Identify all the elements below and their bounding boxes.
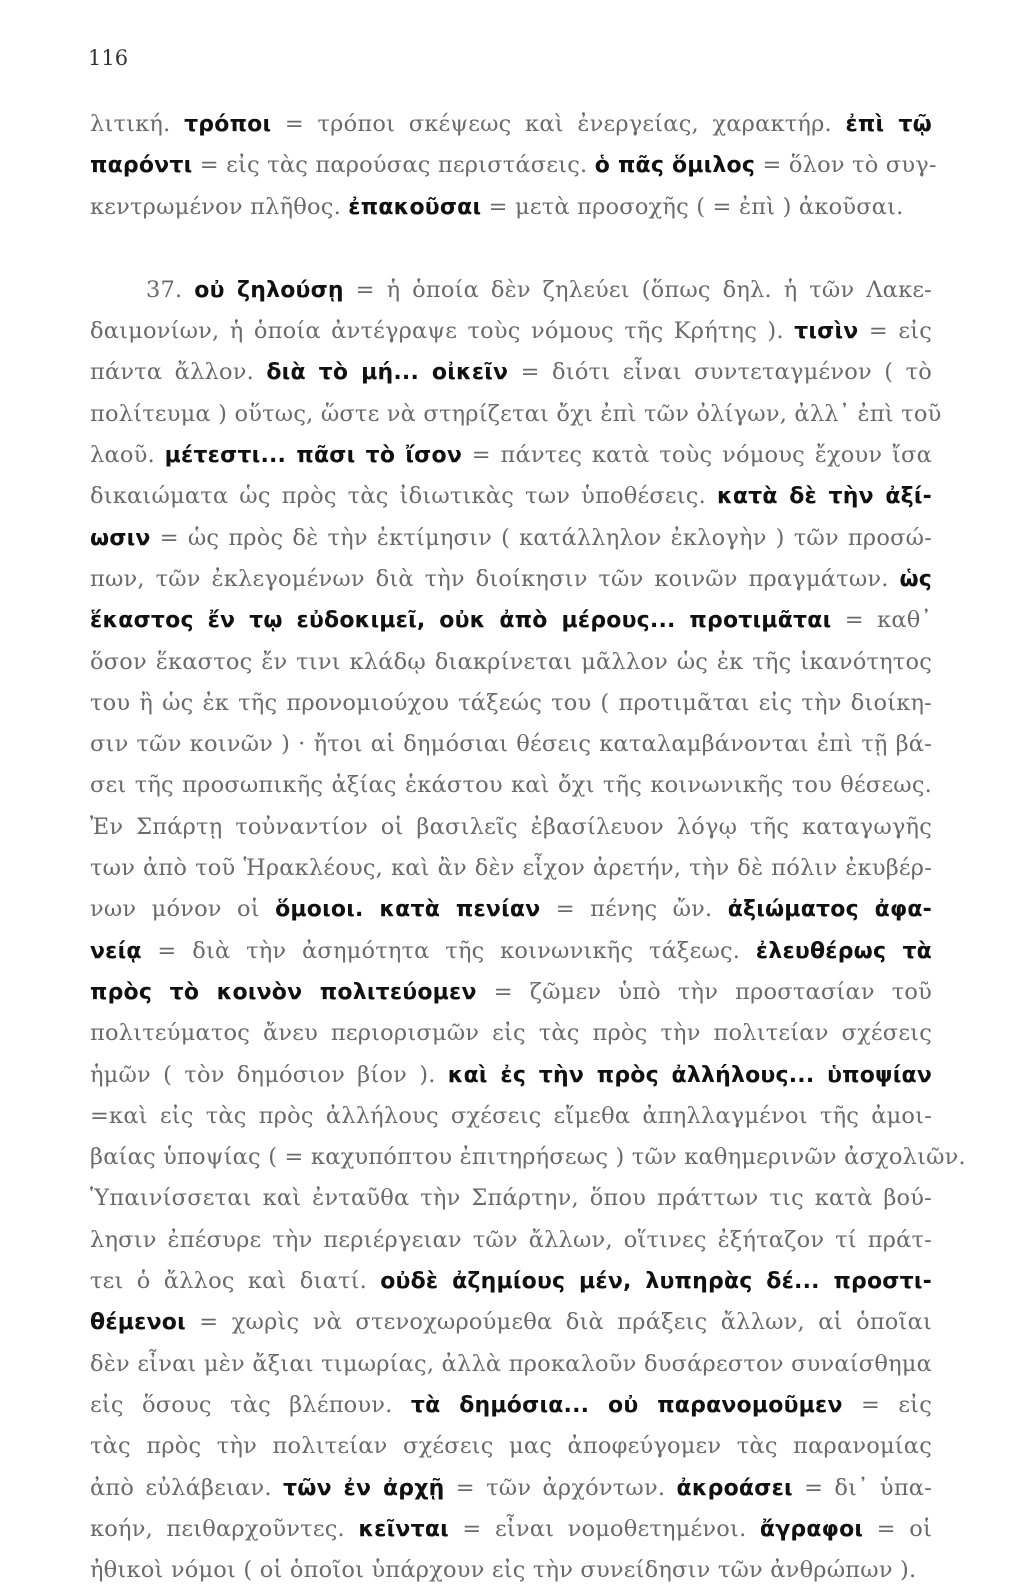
text-line	[90, 145, 937, 186]
text-line	[90, 1096, 932, 1137]
text-line	[90, 1178, 932, 1219]
text-line	[90, 642, 932, 683]
lemma-term: νείᾳ	[90, 938, 142, 964]
text-line	[90, 1055, 932, 1096]
lemma-term: ὅμοιοι. κατὰ πενίαν	[275, 897, 541, 923]
text-line	[90, 311, 932, 352]
lemma-term: ωσιν	[90, 525, 151, 551]
gloss-text: = καθ᾽	[831, 607, 932, 634]
text-line	[90, 1302, 932, 1343]
gloss-text: ἡμῶν ( τὸν δημόσιον βίον ).	[90, 1061, 448, 1088]
gloss-text: 37.	[146, 276, 195, 303]
gloss-text: τει ὁ ἄλλος καὶ διατί.	[90, 1268, 381, 1295]
text-line	[90, 1468, 932, 1509]
text-line	[90, 1426, 932, 1467]
lemma-term: κατὰ δὲ τὴν ἀξί-	[717, 484, 932, 510]
text-line	[90, 1261, 932, 1302]
gloss-text: δαιμονίων, ἡ ὁποία ἀντέγραψε τοὺς νόμους τῆς Κρήτης ).	[90, 318, 795, 345]
text-line	[90, 352, 932, 393]
gloss-text: = πάντες κατὰ τοὺς νόμους ἔχουν ἴσα	[462, 442, 933, 469]
text-line	[90, 1220, 932, 1261]
gloss-text: πάντα ἄλλον.	[90, 359, 267, 386]
gloss-text: δὲν εἶναι μὲν ἄξιαι τιμωρίας, ἀλλὰ προκαλοῦν δυσάρεστον συναίσθημα	[90, 1350, 932, 1377]
gloss-text: πολιτεύματος ἄνευ περιορισμῶν εἰς τὰς πρὸς τὴν πολιτείαν σχέσεις	[90, 1020, 932, 1047]
text-line	[90, 270, 932, 311]
lemma-term: ἐλευθέρως τὰ	[755, 938, 932, 964]
gloss-text: ἠθικοὶ νόμοι ( οἱ ὁποῖοι ὑπάρχουν εἰς τὴν συνείδησιν τῶν ἀνθρώπων ).	[90, 1557, 917, 1584]
lemma-term: μέτεστι... πᾶσι τὸ ἴσον	[164, 443, 463, 469]
gloss-text: = χωρὶς νὰ στενοχωρούμεθα διὰ πράξεις ἄλλων, αἱ ὁποῖαι	[185, 1309, 932, 1336]
gloss-text: κοήν, πειθαρχοῦντες.	[90, 1515, 359, 1542]
lemma-term: πρὸς τὸ κοινὸν πολιτεύομεν	[90, 979, 477, 1005]
lemma-term: ἐπὶ τῷ	[845, 112, 932, 137]
gloss-text: ἀπὸ εὐλάβειαν.	[90, 1474, 284, 1501]
gloss-text: σει τῆς προσωπικῆς ἀξίας ἑκάστου καὶ ὄχι τῆς κοινωνικῆς του θέσεως.	[90, 772, 932, 799]
gloss-text: = δι᾽ ὑπα-	[792, 1474, 932, 1501]
gloss-text: Ἐν Σπάρτῃ τοὐναντίον οἱ βασιλεῖς ἐβασίλευον λόγῳ τῆς καταγωγῆς	[90, 813, 932, 840]
lemma-term: τῶν ἐν ἀρχῇ	[283, 1475, 445, 1501]
gloss-text: των ἀπὸ τοῦ Ἡρακλέους, καὶ ἂν δὲν εἶχον ἀρετήν, τὴν δὲ πόλιν ἐκυβέρ-	[90, 855, 932, 882]
lemma-term: ὡς	[899, 566, 932, 592]
gloss-text: δικαιώματα ὡς πρὸς τὰς ἰδιωτικὰς των ὑποθέσεις.	[90, 483, 717, 510]
text-line	[90, 1137, 966, 1178]
lemma-term: θέμενοι	[90, 1310, 186, 1336]
gloss-text: λησιν ἐπέσυρε τὴν περιέργειαν τῶν ἄλλων, οἵτινες ἐξήταζον τί πράτ-	[90, 1226, 932, 1253]
text-line	[90, 1385, 932, 1426]
gloss-text: = διότι εἶναι συντεταγμένον ( τὸ	[508, 359, 932, 386]
gloss-text: =καὶ εἰς τὰς πρὸς ἀλλήλους σχέσεις εἴμεθα ἀπηλλαγμένοι τῆς ἀμοι-	[90, 1102, 932, 1129]
lemma-term: τρόποι	[184, 112, 272, 137]
text-line	[90, 765, 932, 806]
gloss-text: = εἰς τὰς παρούσας περιστάσεις.	[192, 152, 595, 179]
lemma-term: ἕκαστος ἔν τῳ εὐδοκιμεῖ, οὐκ ἀπὸ μέρους... προτιμᾶται	[90, 608, 832, 634]
gloss-text: = ὡς πρὸς δὲ τὴν ἐκτίμησιν ( κατάλληλον ἐκλογὴν ) τῶν προσώ-	[150, 524, 932, 551]
text-line	[90, 1550, 932, 1591]
lemma-term: ἐπακοῦσαι	[348, 194, 482, 220]
text-line	[90, 187, 932, 228]
lemma-term: οὐδὲ ἀζημίους μέν, λυπηρὰς δέ... προστι-	[380, 1269, 932, 1295]
gloss-text: = πένης ὤν.	[540, 896, 728, 923]
lemma-term: διὰ τὸ μή... οἰκεῖν	[266, 360, 509, 386]
text-line	[90, 394, 942, 435]
lemma-term: κεῖνται	[358, 1516, 449, 1542]
text-line	[90, 1344, 932, 1385]
gloss-text: = εἰς	[842, 1391, 933, 1418]
lemma-term: ἀξιώματος ἀφα-	[727, 897, 932, 923]
text-line	[90, 848, 932, 889]
gloss-text: πων, τῶν ἐκλεγομένων διὰ τὴν διοίκησιν τῶν κοινῶν πραγμάτων.	[90, 565, 900, 592]
text-line	[90, 435, 932, 476]
text-line	[90, 559, 932, 600]
text-line	[90, 724, 932, 765]
text-line	[90, 1013, 932, 1054]
gloss-text: εἰς ὅσους τὰς βλέπουν.	[90, 1391, 411, 1418]
text-line	[90, 600, 932, 641]
gloss-text: του ἢ ὡς ἐκ τῆς προνομιούχου τάξεώς του ( προτιμᾶται εἰς τὴν διοίκη-	[90, 689, 932, 716]
lemma-term: τισὶν	[794, 319, 859, 345]
lemma-term: παρόντι	[90, 153, 193, 179]
gloss-text: = τρόποι σκέψεως καὶ ἐνεργείας, χαρακτήρ.	[271, 111, 846, 137]
text-line	[90, 889, 932, 930]
lemma-term: ὁ πᾶς ὅμιλος	[594, 153, 756, 179]
text-line	[90, 518, 932, 559]
gloss-text: τὰς πρὸς τὴν πολιτείαν σχέσεις μας ἀποφεύγομεν τὰς παρανομίας	[90, 1433, 932, 1460]
lemma-term: ἄγραφοι	[759, 1516, 864, 1542]
lemma-term: ἀκροάσει	[676, 1475, 793, 1501]
paragraph-gap	[90, 228, 932, 270]
gloss-text: = ἡ ὁποία δὲν ζηλεύει (ὅπως δηλ. ἡ τῶν Λακε-	[343, 276, 932, 303]
gloss-text: νων μόνον οἱ	[90, 896, 276, 923]
text-line	[90, 476, 932, 517]
gloss-text: ὅσον ἕκαστος ἔν τινι κλάδῳ διακρίνεται μᾶλλον ὡς ἐκ τῆς ἱκανότητος	[90, 648, 932, 675]
page-number: 116	[88, 46, 129, 70]
gloss-text: = εἰς	[858, 318, 933, 345]
lemma-term: καὶ ἐς τὴν πρὸς ἀλλήλους... ὑποψίαν	[447, 1062, 932, 1088]
gloss-text: σιν τῶν κοινῶν ) · ἤτοι αἱ δημόσιαι θέσεις καταλαμβάνονται ἐπὶ τῇ βά-	[90, 731, 932, 758]
commentary-text	[90, 104, 966, 1591]
gloss-text: λαοῦ.	[90, 442, 165, 469]
text-line	[90, 1509, 932, 1550]
text-line	[90, 807, 932, 848]
gloss-text: = τῶν ἀρχόντων.	[444, 1474, 677, 1501]
gloss-text: = εἶναι νομοθετημένοι.	[448, 1515, 760, 1542]
gloss-text: = διὰ τὴν ἀσημότητα τῆς κοινωνικῆς τάξεως.	[141, 937, 756, 964]
lemma-term: οὐ ζηλούσῃ	[194, 277, 344, 303]
gloss-text: βαίας ὑποψίας ( = καχυπόπτου ἐπιτηρήσεως ) τῶν καθημερινῶν ἀσχολιῶν.	[90, 1144, 966, 1171]
gloss-text: = ὅλον τὸ συγ-	[755, 152, 937, 179]
lemma-term: τὰ δημόσια... οὐ παρανομοῦμεν	[410, 1392, 843, 1418]
text-line	[90, 972, 932, 1013]
gloss-text: = οἱ	[863, 1515, 932, 1542]
gloss-text: = μετὰ προσοχῆς ( = ἐπὶ ) ἀκοῦσαι.	[481, 193, 904, 220]
text-line	[90, 683, 932, 724]
gloss-text: λιτική.	[90, 111, 185, 137]
gloss-text: Ὑπαινίσσεται καὶ ἐνταῦθα τὴν Σπάρτην, ὅπου πράττων τις κατὰ βού-	[90, 1185, 932, 1212]
gloss-text: πολίτευμα ) οὕτως, ὥστε νὰ στηρίζεται ὄχι ἐπὶ τῶν ὀλίγων, ἀλλ᾽ ἐπὶ τοῦ	[90, 400, 942, 427]
text-line	[90, 104, 932, 145]
gloss-text: κεντρωμένον πλῆθος.	[90, 193, 349, 220]
gloss-text: = ζῶμεν ὑπὸ τὴν προστασίαν τοῦ	[476, 978, 932, 1005]
text-line	[90, 931, 932, 972]
